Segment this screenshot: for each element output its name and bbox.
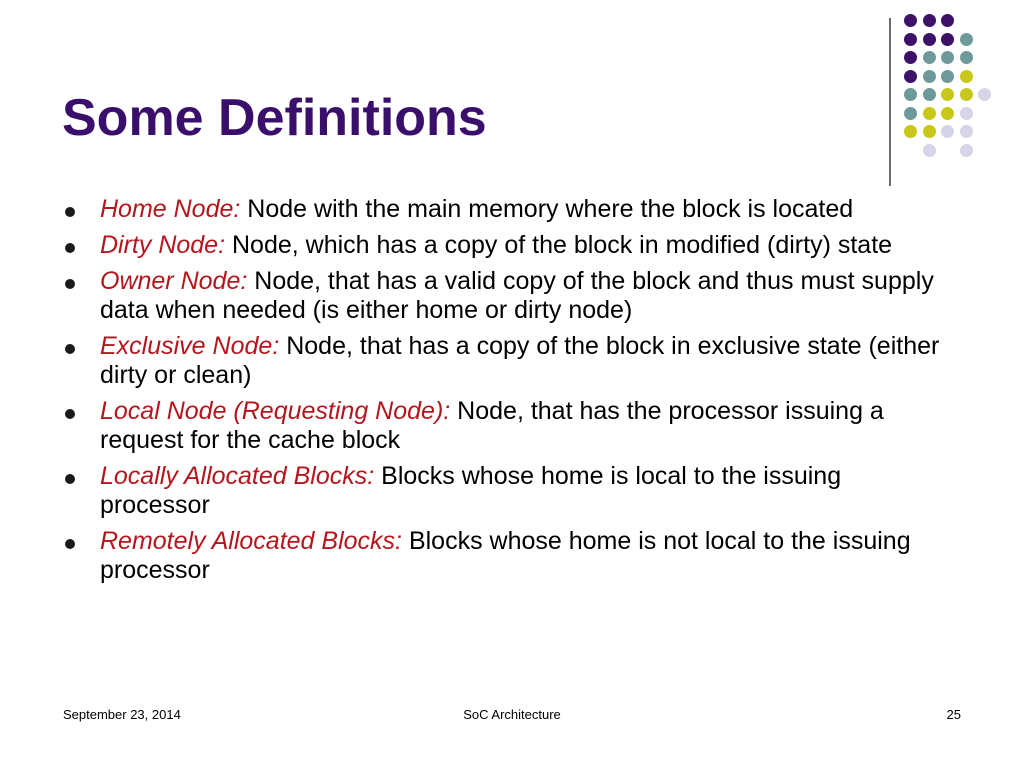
- decorative-dot: [923, 107, 936, 120]
- decorative-dot: [941, 70, 954, 83]
- footer-page-number: 25: [946, 707, 961, 722]
- decorative-dot: [941, 14, 954, 27]
- bullet-item: [60, 195, 940, 224]
- definition-text: Node, that has a valid copy of the block and thus must supply data when needed (is either home or dirty node): [100, 267, 934, 324]
- decorative-dot: [941, 107, 954, 120]
- term: Locally Allocated Blocks: [100, 462, 368, 490]
- decorative-dot: [904, 88, 917, 101]
- decorative-dot: [960, 51, 973, 64]
- bullet-item: [60, 332, 940, 390]
- decorative-dot: [904, 14, 917, 27]
- decorative-dot: [923, 14, 936, 27]
- decorative-dot: [941, 88, 954, 101]
- term-extra: (Requesting Node): [226, 397, 444, 425]
- term-colon: :: [367, 462, 375, 490]
- decorative-dot-grid: [904, 14, 1000, 164]
- title-divider: [889, 18, 891, 186]
- decorative-dot: [960, 33, 973, 46]
- bullet-item: [60, 527, 940, 585]
- term-colon: :: [233, 195, 241, 223]
- decorative-dot: [960, 125, 973, 138]
- slide-title: Some Definitions: [62, 89, 487, 147]
- bullet-item: [60, 397, 940, 455]
- decorative-dot: [923, 70, 936, 83]
- bullet-marker: [65, 207, 75, 217]
- bullet-marker: [65, 409, 75, 419]
- term: Remotely Allocated Blocks: [100, 527, 396, 555]
- term-colon: :: [240, 267, 248, 295]
- footer-course: SoC Architecture: [463, 707, 561, 722]
- definition-text: Blocks whose home is not local to the issuing processor: [100, 527, 911, 584]
- definition-text: Node, that has the processor issuing a request for the cache block: [100, 397, 884, 454]
- term-colon: :: [272, 332, 280, 360]
- decorative-dot: [960, 70, 973, 83]
- decorative-dot: [923, 51, 936, 64]
- term: Exclusive Node: [100, 332, 273, 360]
- decorative-dot: [960, 107, 973, 120]
- decorative-dot: [923, 144, 936, 157]
- decorative-dot: [923, 33, 936, 46]
- footer-date: September 23, 2014: [63, 707, 181, 722]
- term: Local Node: [100, 397, 227, 425]
- bullet-marker: [65, 539, 75, 549]
- decorative-dot: [960, 88, 973, 101]
- term-colon: :: [443, 397, 451, 425]
- definition-text: Node, which has a copy of the block in modified (dirty) state: [225, 231, 893, 259]
- decorative-dot: [941, 33, 954, 46]
- bullet-item: [60, 462, 940, 520]
- decorative-dot: [941, 51, 954, 64]
- definition-list: [60, 195, 940, 592]
- decorative-dot: [904, 107, 917, 120]
- definition-text: Node, that has a copy of the block in exclusive state (either dirty or clean): [100, 332, 940, 389]
- decorative-dot: [904, 51, 917, 64]
- term: Home Node: [100, 195, 234, 223]
- term-colon: :: [395, 527, 402, 555]
- bullet-marker: [65, 243, 75, 253]
- bullet-item: [60, 231, 940, 260]
- term: Owner Node: [100, 267, 241, 295]
- bullet-marker: [65, 344, 75, 354]
- definition-text: Node with the main memory where the block is located: [240, 195, 854, 223]
- decorative-dot: [923, 88, 936, 101]
- bullet-item: [60, 267, 940, 325]
- decorative-dot: [960, 144, 973, 157]
- definition-text: Blocks whose home is local to the issuing processor: [100, 462, 842, 519]
- decorative-dot: [904, 125, 917, 138]
- term: Dirty Node: [100, 231, 219, 259]
- decorative-dot: [923, 125, 936, 138]
- decorative-dot: [941, 125, 954, 138]
- decorative-dot: [978, 88, 991, 101]
- decorative-dot: [904, 33, 917, 46]
- bullet-marker: [65, 474, 75, 484]
- term-colon: :: [218, 231, 226, 259]
- decorative-dot: [904, 70, 917, 83]
- bullet-marker: [65, 279, 75, 289]
